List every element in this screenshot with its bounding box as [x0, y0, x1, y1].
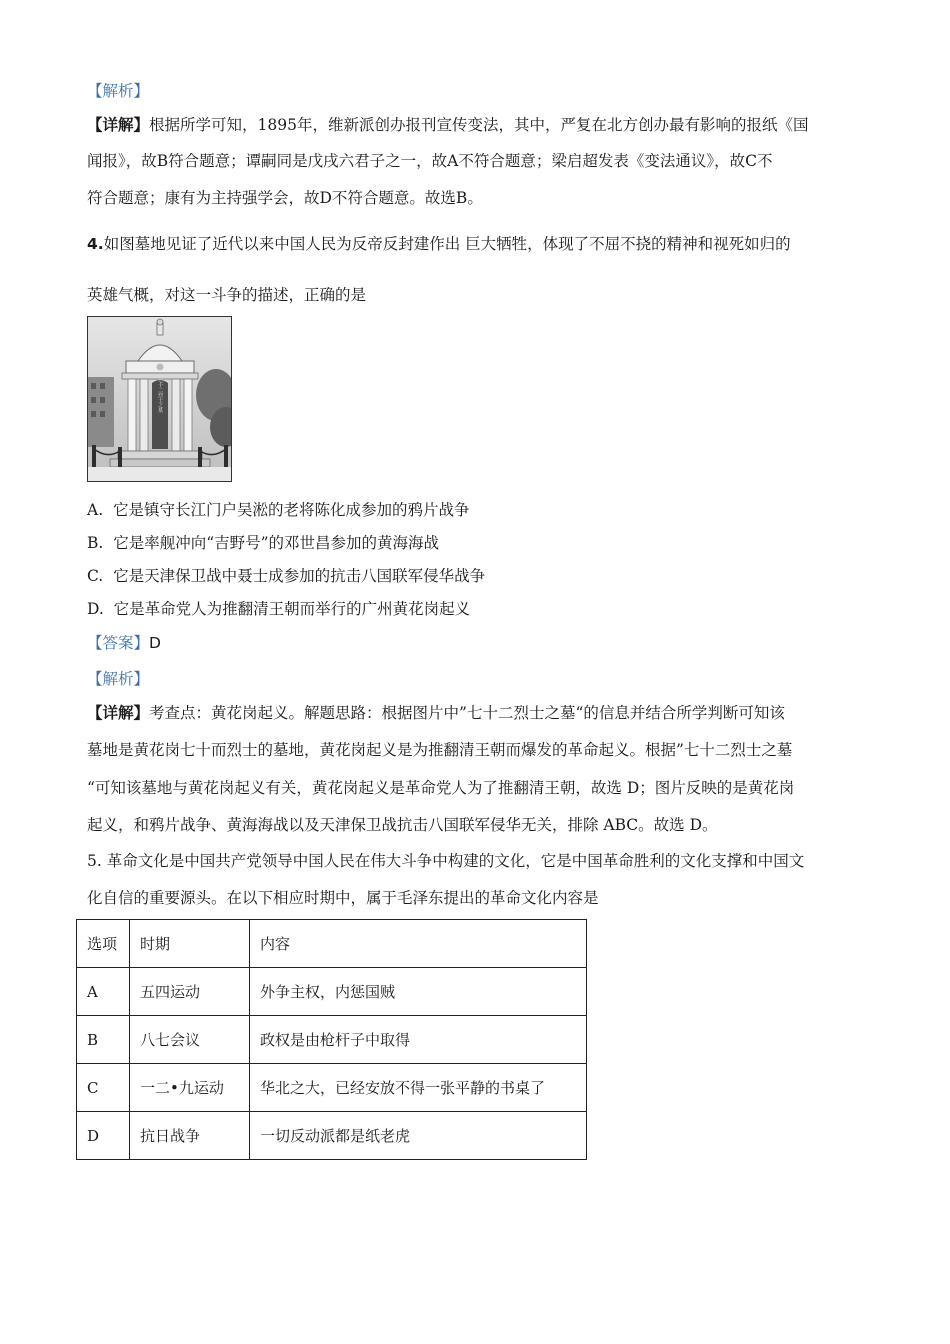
q4-option-a: [87, 500, 867, 520]
table-row: [77, 968, 587, 1016]
q4-option-c-text: 它是天津保卫战中聂士成参加的抗击八国联军侵华战争: [113, 567, 486, 585]
table-cell: 外争主权，内惩国贼: [250, 968, 587, 1016]
q4-option-b: [87, 533, 867, 553]
table-cell: 一切反动派都是纸老虎: [250, 1112, 587, 1160]
table-cell: 五四运动: [130, 968, 250, 1016]
stele-inscription: 七十二烈士之墓: [157, 377, 163, 413]
table-cell: 华北之大，已经安放不得一张平静的书桌了: [250, 1064, 587, 1112]
q5-stem-line-1: 5. 革命文化是中国共产党领导中国人民在伟大斗争中构建的文化，它是中国革命胜利的文化支撑和中国文: [87, 852, 805, 870]
table-row: [77, 1112, 587, 1160]
q4-option-d: [87, 599, 867, 619]
q4-detail-line-2: 墓地是黄花岗七十而烈士的墓地，黄花岗起义是为推翻清王朝而爆发的革命起义。根据”七十二烈士之墓: [87, 741, 793, 759]
table-cell: B: [77, 1016, 130, 1064]
q5-stem-line-2: 化自信的重要源头。在以下相应时期中，属于毛泽东提出的革命文化内容是: [87, 889, 599, 907]
q5-table: [76, 919, 587, 1160]
q3-detail-text-1: 根据所学可知，1895年，维新派创办报刊宣传变法，其中，严复在北方创办最有影响的报纸《国: [149, 116, 809, 134]
q3-analysis-label: 【解析】: [87, 82, 150, 100]
table-header-cell: 时期: [130, 920, 250, 968]
q4-option-a-letter: A.: [87, 501, 104, 519]
q3-detail-line-2: 闻报》，故B符合题意；谭嗣同是戊戌六君子之一，故A不符合题意；梁启超发表《变法通议》，故C不: [87, 152, 773, 170]
q4-option-d-text: 它是革命党人为推翻清王朝而举行的广州黄花岗起义: [113, 600, 471, 618]
q4-number: 4.: [87, 235, 104, 253]
table-header-row: [77, 920, 587, 968]
q4-option-b-letter: B.: [87, 534, 104, 552]
memorial-illustration: [88, 317, 232, 482]
table-cell: 政权是由枪杆子中取得: [250, 1016, 587, 1064]
q3-detail-label: 【详解】: [87, 115, 150, 134]
q4-stem-line-1: [87, 234, 867, 254]
q4-option-a-text: 它是镇守长江门户吴淞的老将陈化成参加的鸦片战争: [112, 501, 470, 519]
table-cell: A: [77, 968, 130, 1016]
table-cell: C: [77, 1064, 130, 1112]
q3-detail-line-1: [87, 115, 867, 135]
table-cell: D: [77, 1112, 130, 1160]
q4-stem-line-2: 英雄气概，对这一斗争的描述，正确的是: [87, 286, 367, 304]
q4-answer-label: 【答案】: [87, 634, 150, 652]
table-row: [77, 1064, 587, 1112]
q3-detail-line-3: 符合题意；康有为主持强学会，故D不符合题意。故选B。: [87, 189, 483, 207]
q4-detail-line-4: 起义，和鸦片战争、黄海海战以及天津保卫战抗击八国联军侵华无关，排除 ABC。故选 D。: [87, 816, 718, 834]
q4-option-b-text: 它是率舰冲向“吉野号”的邓世昌参加的黄海海战: [113, 534, 440, 552]
q4-detail-line-3: “可知该墓地与黄花岗起义有关，黄花岗起义是革命党人为了推翻清王朝，故选 D；图片反映的是黄花岗: [87, 779, 795, 797]
q4-stem-text-1: 如图墓地见证了近代以来中国人民为反帝反封建作出 巨大牺牲，体现了不屈不挠的精神和视死如归的: [103, 235, 791, 253]
q4-answer-value: D: [149, 634, 161, 652]
table-row: [77, 1016, 587, 1064]
table-header-cell: 内容: [250, 920, 587, 968]
memorial-photo: [87, 316, 232, 482]
q4-option-d-letter: D.: [87, 600, 104, 618]
table-header-cell: 选项: [77, 920, 130, 968]
q4-detail-line-1: [87, 703, 867, 723]
table-cell: 抗日战争: [130, 1112, 250, 1160]
q4-answer-line: [87, 633, 867, 653]
q4-option-c: [87, 566, 867, 586]
q4-detail-label: 【详解】: [87, 703, 150, 722]
q4-analysis-label: 【解析】: [87, 670, 150, 688]
table-cell: 八七会议: [130, 1016, 250, 1064]
q4-detail-text-1: 考查点：黄花岗起义。解题思路：根据图片中”七十二烈士之墓“的信息并结合所学判断可知该: [149, 704, 785, 722]
q4-option-c-letter: C.: [87, 567, 104, 585]
table-cell: 一二•九运动: [130, 1064, 250, 1112]
